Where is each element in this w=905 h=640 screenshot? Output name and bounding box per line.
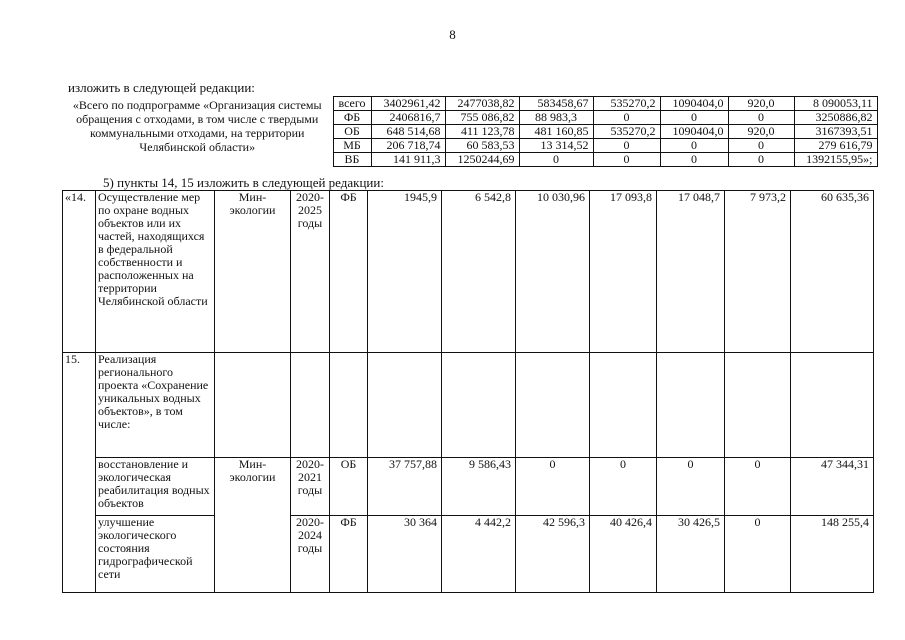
source-cell: всего bbox=[333, 97, 371, 111]
total-cell: 279 616,79 bbox=[794, 139, 877, 153]
value-cell: 1250244,69 bbox=[445, 153, 519, 167]
value-cell: 60 583,53 bbox=[445, 139, 519, 153]
value-cell: 9 586,43 bbox=[442, 458, 516, 516]
period: 2020-2025 годы bbox=[291, 191, 330, 353]
period: 2020-2024 годы bbox=[291, 516, 330, 593]
value-cell: 6 542,8 bbox=[442, 191, 516, 353]
value-cell: 0 bbox=[728, 111, 794, 125]
value-cell: 648 514,68 bbox=[371, 125, 445, 139]
row-number: 15. bbox=[63, 353, 96, 593]
row-number: «14. bbox=[63, 191, 96, 353]
value-cell: 1090404,0 bbox=[660, 125, 728, 139]
value-cell: 920,0 bbox=[728, 125, 794, 139]
table-row-14 bbox=[63, 191, 874, 353]
value-cell: 0 bbox=[725, 458, 791, 516]
value-cell: 37 757,88 bbox=[368, 458, 442, 516]
value-cell: 30 364 bbox=[368, 516, 442, 593]
source-cell: МБ bbox=[333, 139, 371, 153]
value-cell: 0 bbox=[660, 153, 728, 167]
period: 2020-2021 годы bbox=[291, 458, 330, 516]
value-cell: 30 426,5 bbox=[657, 516, 725, 593]
value-cell: 755 086,82 bbox=[445, 111, 519, 125]
total-cell: 3167393,51 bbox=[794, 125, 877, 139]
value-cell: 1090404,0 bbox=[660, 97, 728, 111]
value-cell: 1945,9 bbox=[368, 191, 442, 353]
measure-name: улучшение экологического состояния гидрографической сети bbox=[96, 516, 215, 593]
table-row-15-2 bbox=[63, 516, 874, 593]
value-cell: 535270,2 bbox=[593, 97, 660, 111]
measure-name: Осуществление мер по охране водных объектов или их частей, находящихся в федеральной собственности и расположенных на территории Челябинской области bbox=[96, 191, 215, 353]
summary-row bbox=[62, 97, 877, 111]
value-cell: 0 bbox=[593, 153, 660, 167]
source-cell: ОБ bbox=[333, 125, 371, 139]
value-cell: 0 bbox=[593, 139, 660, 153]
total-cell: 60 635,36 bbox=[791, 191, 874, 353]
total-cell: 148 255,4 bbox=[791, 516, 874, 593]
value-cell: 13 314,52 bbox=[519, 139, 593, 153]
value-cell: 88 983,3 bbox=[519, 111, 593, 125]
value-cell: 0 bbox=[660, 139, 728, 153]
total-cell: 1392155,95»; bbox=[794, 153, 877, 167]
total-cell: 47 344,31 bbox=[791, 458, 874, 516]
value-cell: 411 123,78 bbox=[445, 125, 519, 139]
value-cell: 0 bbox=[519, 153, 593, 167]
page-number: 8 bbox=[449, 27, 456, 42]
measure-name: восстановление и экологическая реабилитация водных объектов bbox=[96, 458, 215, 516]
value-cell: 7 973,2 bbox=[725, 191, 791, 353]
value-cell: 920,0 bbox=[728, 97, 794, 111]
summary-name: «Всего по подпрограмме «Организация системы обращения с отходами, в том числе с твердыми коммунальными отходами, на территории Челябинской области» bbox=[62, 97, 333, 167]
value-cell: 583458,67 bbox=[519, 97, 593, 111]
intro-text: изложить в следующей редакции: bbox=[68, 80, 255, 95]
value-cell: 535270,2 bbox=[593, 125, 660, 139]
value-cell: 206 718,74 bbox=[371, 139, 445, 153]
value-cell: 3402961,42 bbox=[371, 97, 445, 111]
measure-name: Реализация регионального проекта «Сохранение уникальных водных объектов», в том числе: bbox=[96, 353, 215, 458]
value-cell: 0 bbox=[657, 458, 725, 516]
value-cell: 17 048,7 bbox=[657, 191, 725, 353]
executor: Мин-экологии bbox=[215, 458, 291, 593]
points-label: 5) пункты 14, 15 изложить в следующей редакции: bbox=[103, 175, 384, 190]
value-cell: 0 bbox=[725, 516, 791, 593]
source-cell: ОБ bbox=[330, 458, 368, 516]
total-cell: 3250886,82 bbox=[794, 111, 877, 125]
summary-table bbox=[62, 96, 878, 167]
value-cell: 0 bbox=[728, 153, 794, 167]
value-cell: 40 426,4 bbox=[590, 516, 657, 593]
value-cell: 2406816,7 bbox=[371, 111, 445, 125]
value-cell: 4 442,2 bbox=[442, 516, 516, 593]
total-cell: 8 090053,11 bbox=[794, 97, 877, 111]
value-cell: 141 911,3 bbox=[371, 153, 445, 167]
value-cell: 42 596,3 bbox=[516, 516, 590, 593]
value-cell: 481 160,85 bbox=[519, 125, 593, 139]
source-cell: ФБ bbox=[333, 111, 371, 125]
value-cell: 0 bbox=[593, 111, 660, 125]
value-cell: 0 bbox=[590, 458, 657, 516]
value-cell: 0 bbox=[728, 139, 794, 153]
value-cell: 2477038,82 bbox=[445, 97, 519, 111]
source-cell: ВБ bbox=[333, 153, 371, 167]
value-cell: 17 093,8 bbox=[590, 191, 657, 353]
items-table bbox=[62, 190, 874, 593]
source-cell: ФБ bbox=[330, 516, 368, 593]
value-cell: 0 bbox=[660, 111, 728, 125]
executor: Мин-экологии bbox=[215, 191, 291, 353]
value-cell: 10 030,96 bbox=[516, 191, 590, 353]
table-row-15 bbox=[63, 353, 874, 458]
table-row-15-1 bbox=[63, 458, 874, 516]
value-cell: 0 bbox=[516, 458, 590, 516]
source-cell: ФБ bbox=[330, 191, 368, 353]
